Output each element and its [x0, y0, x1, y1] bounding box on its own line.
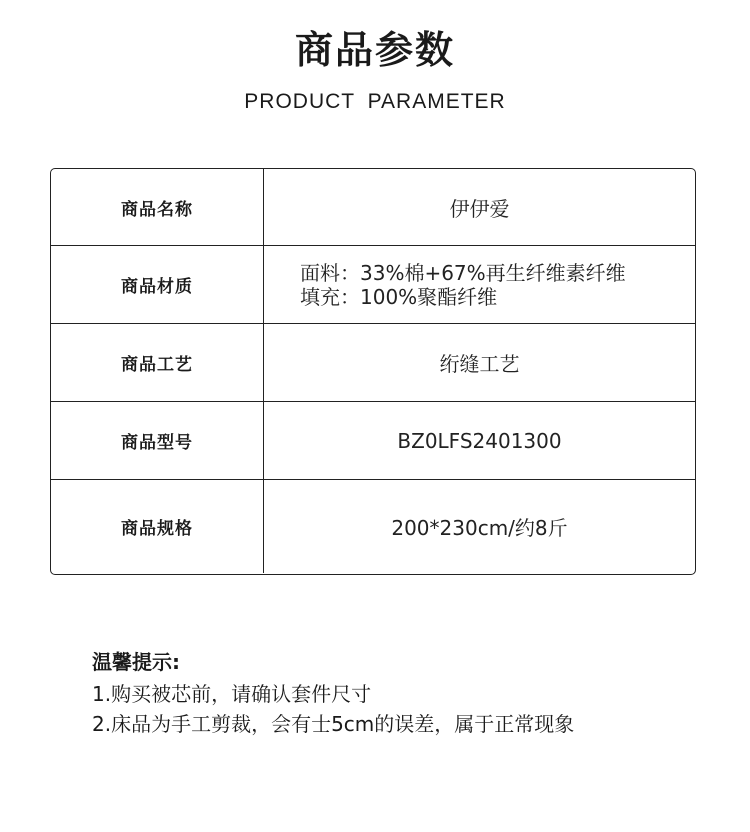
row-value: 绗缝工艺 [439, 352, 520, 376]
material-fabric: 面料：33%棉+67%再生纤维素纤维 [300, 260, 626, 285]
tips-title: 温馨提示: [92, 650, 180, 674]
row-value: 200*230cm/约8斤 [391, 516, 568, 540]
parameter-table [50, 168, 696, 575]
table-row-name [51, 169, 695, 246]
tips-section [92, 648, 712, 739]
row-value-material [264, 246, 695, 323]
row-value: 伊伊爱 [449, 196, 510, 221]
material-filling: 填充：100%聚酯纤维 [300, 284, 498, 309]
page-subtitle: PRODUCT PARAMETER [244, 90, 506, 113]
row-value: BZ0LFS2401300 [397, 428, 562, 453]
table-row-model [51, 402, 695, 480]
table-row-craft [51, 324, 695, 402]
tips-line: 2.床品为手工剪裁，会有士5cm的误差，属于正常现象 [92, 712, 575, 736]
row-label: 商品材质 [51, 246, 264, 323]
row-label: 商品名称 [51, 169, 264, 245]
page-title: 商品参数 [294, 28, 455, 72]
table-row-size [51, 480, 695, 573]
row-label: 商品型号 [51, 402, 264, 479]
row-label: 商品工艺 [51, 324, 264, 401]
tips-line: 1.购买被芯前，请确认套件尺寸 [92, 682, 372, 706]
table-row-material [51, 246, 695, 324]
row-label: 商品规格 [51, 480, 264, 573]
